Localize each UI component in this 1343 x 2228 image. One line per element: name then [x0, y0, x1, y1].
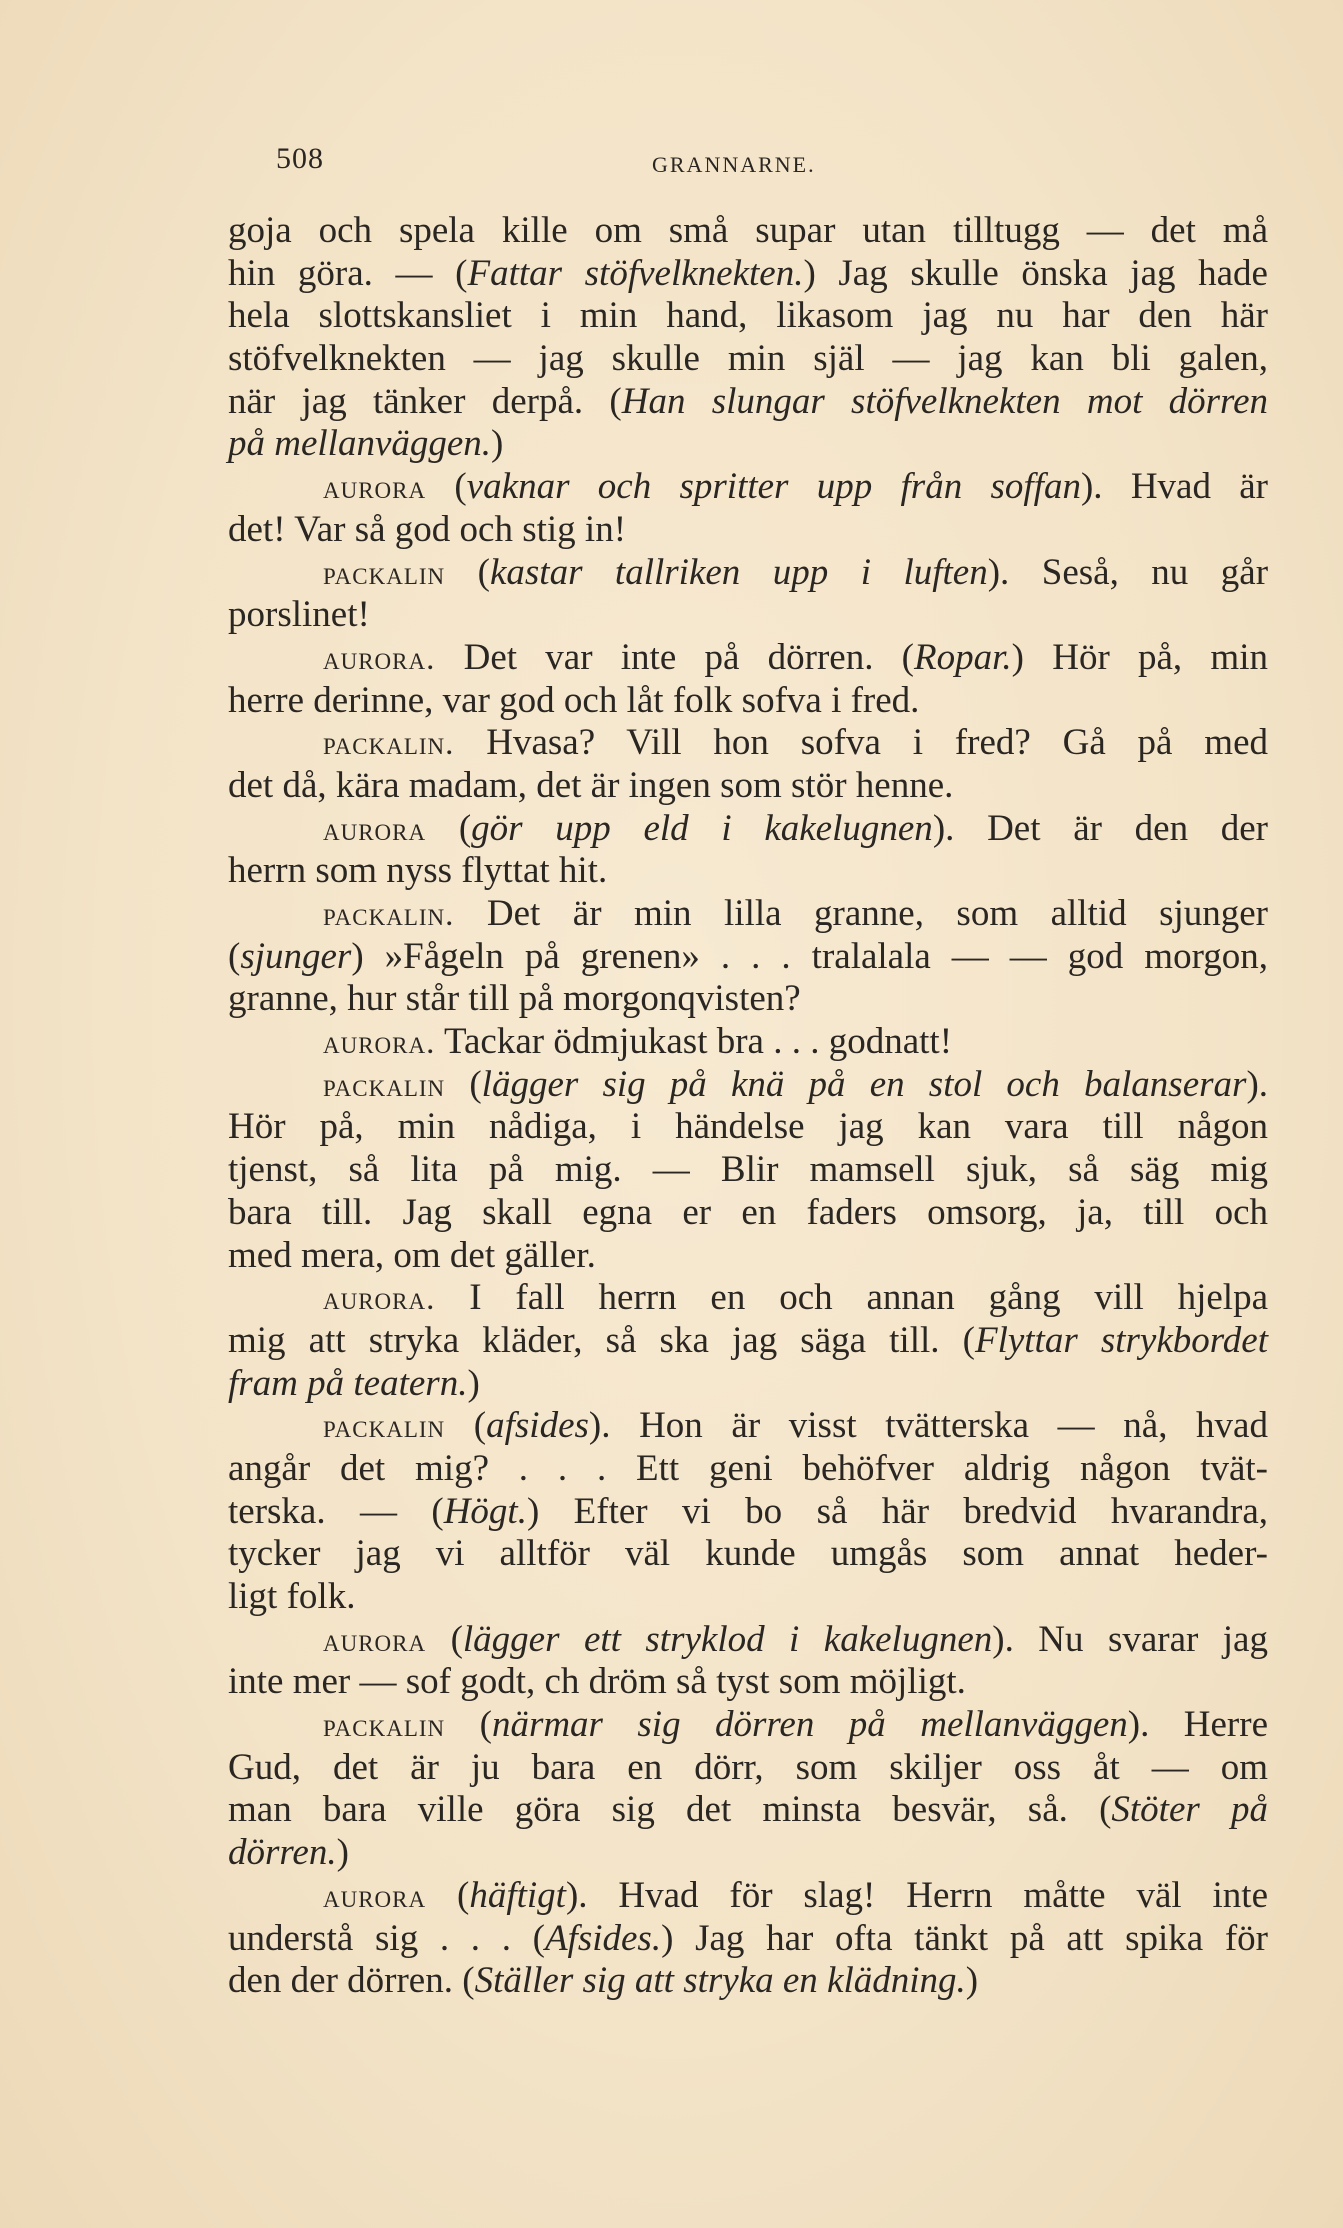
- text-segment: (: [228, 935, 241, 977]
- text-segment: porslinet!: [228, 594, 370, 636]
- text-line: [228, 1704, 1268, 1747]
- stage-direction: fram på teatern.: [228, 1362, 468, 1404]
- text-segment: I fall herrn en och annan gång vill hjelpa: [435, 1277, 1268, 1319]
- text-segment: hin göra. — (: [228, 252, 468, 294]
- stage-direction: Han slungar stöfvelknekten mot dörren: [621, 380, 1268, 422]
- text-line: [228, 253, 1268, 296]
- speaker-name: aurora.: [323, 640, 436, 677]
- text-segment: ). Hon är visst tvätterska — nå, hvad: [588, 1405, 1268, 1447]
- text-segment: ): [467, 1362, 480, 1404]
- stage-direction: Fattar stöfvelknekten.: [467, 252, 804, 294]
- text-segment: ).: [1246, 1063, 1269, 1105]
- text-line: [228, 978, 1268, 1021]
- text-segment: ): [491, 423, 504, 465]
- text-segment: ). Hvad för slag! Herrn måtte väl inte: [565, 1874, 1268, 1916]
- text-line: [228, 1235, 1268, 1278]
- text-segment: inte mer — sof godt, ch dröm så tyst som möjligt.: [228, 1661, 966, 1703]
- speaker-name: packalin.: [323, 897, 455, 933]
- text-segment: granne, hur står till på morgonqvisten?: [228, 978, 801, 1020]
- stage-direction: Afsides.: [544, 1917, 662, 1959]
- text-segment: den der dörren. (: [228, 1960, 475, 2002]
- speaker-name: packalin.: [323, 726, 455, 763]
- text-line: [228, 1619, 1268, 1662]
- text-segment: understå sig . . . (: [228, 1917, 545, 1959]
- stage-direction: vaknar och spritter upp från soffan: [466, 466, 1081, 508]
- text-segment: bara till. Jag skall egna er en faders omsorg, ja, till och: [228, 1191, 1268, 1233]
- text-line: [228, 680, 1268, 723]
- text-segment: ). Nu svarar jag: [992, 1618, 1268, 1660]
- stage-direction: dörren.: [228, 1832, 337, 1874]
- stage-direction: häftigt: [469, 1874, 566, 1916]
- text-segment: (: [426, 1618, 463, 1660]
- text-segment: ). Seså, nu går: [987, 551, 1269, 593]
- stage-direction: närmar sig dörren på mellanväggen: [491, 1704, 1128, 1746]
- text-line: [228, 1661, 1268, 1704]
- stage-direction: afsides: [486, 1405, 589, 1447]
- text-line: [228, 1448, 1268, 1491]
- text-line: [228, 295, 1268, 338]
- text-line: [228, 1960, 1268, 2003]
- text-segment: ) Hör på, min: [1011, 636, 1268, 678]
- text-segment: Hvasa? Vill hon sofva i fred? Gå på med: [454, 722, 1268, 764]
- text-segment: (: [426, 1874, 470, 1916]
- speaker-name: aurora.: [323, 1025, 436, 1062]
- stage-direction: Högt.: [443, 1490, 527, 1532]
- text-segment: (: [445, 1704, 492, 1746]
- text-segment: med mera, om det gäller.: [228, 1234, 596, 1276]
- text-line: [228, 1192, 1268, 1235]
- text-line: [228, 1320, 1268, 1363]
- text-segment: goja och spela kille om små supar utan tilltugg — det må: [228, 210, 1268, 251]
- text-segment: det då, kära madam, det är ingen som stör henne.: [228, 764, 954, 806]
- text-segment: angår det mig? . . . Ett geni behöfver aldrig någon tvät-: [228, 1447, 1268, 1489]
- text-line: [228, 1363, 1268, 1406]
- text-segment: ) Efter vi bo så här bredvid hvarandra,: [526, 1490, 1268, 1532]
- page-number: 508: [276, 142, 324, 175]
- text-segment: Det är min lilla granne, som alltid sjunger: [454, 893, 1268, 934]
- text-line: [228, 1789, 1268, 1832]
- text-line: [228, 381, 1268, 424]
- text-segment: (: [445, 1063, 482, 1105]
- text-segment: hela slottskansliet i min hand, likasom jag nu har den här: [228, 295, 1268, 337]
- text-line: [228, 552, 1268, 595]
- text-line: [228, 210, 1268, 253]
- stage-direction: Ställer sig att stryka en klädning.: [474, 1960, 966, 2002]
- text-segment: ) Jag har ofta tänkt på att spika för: [661, 1917, 1268, 1959]
- text-segment: (: [426, 466, 467, 508]
- text-segment: (: [445, 1405, 487, 1447]
- text-line: [228, 637, 1268, 680]
- text-line: [228, 1747, 1268, 1790]
- text-line: [228, 1918, 1268, 1961]
- speaker-name: packalin: [323, 1708, 446, 1745]
- speaker-name: aurora: [323, 811, 427, 848]
- text-segment: herrn som nyss flyttat hit.: [228, 850, 608, 892]
- speaker-name: aurora.: [323, 1281, 436, 1318]
- text-line: [228, 1149, 1268, 1192]
- text-line: [228, 1021, 1268, 1064]
- text-segment: ) Jag skulle önska jag hade: [803, 252, 1268, 294]
- text-segment: (: [426, 807, 472, 849]
- text-segment: ): [336, 1832, 349, 1874]
- text-line: [228, 594, 1268, 637]
- text-line: [228, 1832, 1268, 1875]
- text-line: [228, 850, 1268, 893]
- text-segment: ligt folk.: [228, 1576, 356, 1617]
- text-segment: herre derinne, var god och låt folk sofva i fred.: [228, 679, 920, 721]
- text-line: [228, 722, 1268, 765]
- text-line: [228, 765, 1268, 808]
- text-line: [228, 1576, 1268, 1619]
- speaker-name: aurora: [323, 470, 427, 507]
- text-line: [228, 338, 1268, 381]
- stage-direction: sjunger: [240, 935, 352, 977]
- text-segment: när jag tänker derpå. (: [228, 380, 622, 422]
- text-line: [228, 1405, 1268, 1448]
- stage-direction: kastar tallriken upp i luften: [489, 551, 988, 593]
- speaker-name: aurora: [323, 1878, 427, 1915]
- stage-direction: Stöter på: [1111, 1789, 1268, 1831]
- text-segment: tjenst, så lita på mig. — Blir mamsell sjuk, så säg mig: [228, 1149, 1268, 1191]
- text-segment: Det var inte på dörren. (: [435, 636, 915, 678]
- text-line: [228, 1106, 1268, 1149]
- text-segment: terska. — (: [228, 1490, 444, 1532]
- text-line: [228, 893, 1268, 936]
- text-segment: mig att stryka kläder, så ska jag säga till. (: [228, 1319, 975, 1361]
- text-segment: man bara ville göra sig det minsta besvär, så. (: [228, 1789, 1112, 1831]
- text-line: [228, 509, 1268, 552]
- text-segment: (: [445, 551, 490, 593]
- text-line: [228, 1875, 1268, 1918]
- stage-direction: lägger ett stryklod i kakelugnen: [462, 1618, 993, 1660]
- speaker-name: packalin: [323, 555, 446, 592]
- text-line: [228, 808, 1268, 851]
- stage-direction: Ropar.: [914, 636, 1012, 678]
- text-segment: Tackar ödmjukast bra . . . godnatt!: [435, 1021, 953, 1063]
- play-text: [228, 210, 1268, 2003]
- text-line: [228, 1533, 1268, 1576]
- text-line: [228, 1064, 1268, 1107]
- text-segment: det! Var så god och stig in!: [228, 508, 627, 550]
- speaker-name: packalin: [323, 1067, 446, 1104]
- text-line: [228, 1277, 1268, 1320]
- text-line: [228, 466, 1268, 509]
- text-segment: Hör på, min nådiga, i händelse jag kan vara till någon: [228, 1106, 1268, 1148]
- stage-direction: gör upp eld i kakelugnen: [471, 807, 933, 849]
- text-segment: ): [965, 1960, 979, 2002]
- text-segment: ) »Fågeln på grenen» . . . tralalala — — god morgon,: [351, 935, 1268, 977]
- text-segment: Gud, det är ju bara en dörr, som skiljer oss åt — om: [228, 1746, 1268, 1788]
- stage-direction: lägger sig på knä på en stol och balanserar: [481, 1063, 1247, 1105]
- page-header: [276, 142, 836, 182]
- text-line: [228, 423, 1268, 466]
- running-title: GRANNARNE.: [652, 152, 816, 177]
- text-segment: tycker jag vi alltför väl kunde umgås som annat heder-: [228, 1533, 1268, 1575]
- stage-direction: Flyttar strykbordet: [974, 1319, 1268, 1361]
- speaker-name: packalin: [323, 1409, 446, 1446]
- text-segment: ). Herre: [1127, 1704, 1268, 1746]
- text-line: [228, 936, 1268, 979]
- text-segment: stöfvelknekten — jag skulle min själ — jag kan bli galen,: [228, 338, 1268, 380]
- speaker-name: aurora: [323, 1622, 427, 1659]
- text-line: [228, 1491, 1268, 1534]
- stage-direction: på mellanväggen.: [228, 423, 492, 465]
- text-segment: ). Det är den der: [932, 807, 1269, 849]
- text-segment: ). Hvad är: [1080, 466, 1269, 508]
